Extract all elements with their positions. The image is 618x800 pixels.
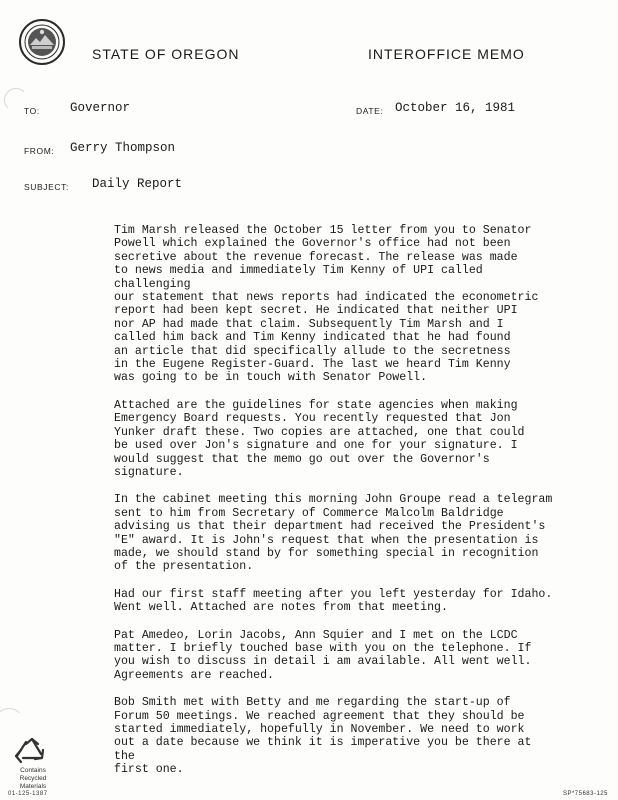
from-label: FROM: bbox=[24, 146, 55, 156]
body-paragraph: Bob Smith met with Betty and me regarding the start-up of Forum 50 meetings. We reached agreement that they should be started immediately, hopefully in November. We need to work out a date because we think it is imperative you be there at the first one. bbox=[114, 696, 532, 777]
recycle-line: Materials bbox=[19, 783, 47, 790]
form-number-right: SP*75683-125 bbox=[562, 791, 608, 797]
recycle-icon bbox=[12, 736, 52, 768]
body-paragraph: Tim Marsh released the October 15 letter from you to Senator Powell which explained the Governor's office had not been secretive about the revenue forecast. The release was made to news media and immediately Tim Kenny of UPI called challenging our statement that news reports had indicated the econometric report had been kept secret. He indicated that neither UPI nor AP had made that claim. Subsequently Tim Marsh and I called him back and Tim Kenny indicated that he had found an article that did specifically allude to the secretness in the Eugene Register-Guard. The last we heard Tim Kenny was going to be in touch with Senator Powell. bbox=[114, 224, 539, 385]
recycle-notice bbox=[8, 767, 58, 791]
memo-body bbox=[114, 224, 554, 791]
subject-label: SUBJECT: bbox=[24, 182, 69, 192]
to-value: Governor bbox=[70, 101, 131, 115]
state-seal-icon bbox=[18, 18, 66, 66]
document-type: INTEROFFICE MEMO bbox=[368, 46, 525, 62]
organization-name: STATE OF OREGON bbox=[92, 46, 240, 62]
to-label: TO: bbox=[24, 106, 40, 116]
body-paragraph: Pat Amedeo, Lorin Jacobs, Ann Squier and I met on the LCDC matter. I briefly touched base with you on the telephone. If you wish to discuss in detail i am available. All went well. Agreements are reached. bbox=[114, 628, 532, 682]
date-label: DATE: bbox=[356, 106, 384, 116]
subject-value: Daily Report bbox=[92, 177, 183, 191]
recycle-line: Contains bbox=[20, 767, 46, 774]
recycle-line: Recycled bbox=[19, 775, 47, 782]
from-value: Gerry Thompson bbox=[70, 141, 176, 155]
form-number-left: 01-125-1387 bbox=[8, 791, 48, 797]
body-paragraph: Had our first staff meeting after you left yesterday for Idaho. Went well. Attached are notes from that meeting. bbox=[114, 587, 553, 615]
body-paragraph: In the cabinet meeting this morning John Groupe read a telegram sent to him from Secretary of Commerce Malcolm Baldridge advising us that their department had received the President's "E" award. It is John's request that when the presentation is made, we should stand by for something special in recognition of the presentation. bbox=[114, 493, 553, 574]
margin-mark bbox=[0, 708, 24, 738]
date-value: October 16, 1981 bbox=[395, 101, 516, 115]
body-paragraph: Attached are the guidelines for state agencies when making Emergency Board requests. You recently requested that Jon Yunker draft these. Two copies are attached, one that could be used over Jon's signature and one for your signature. I would suggest that the memo go out over the Governor's signature. bbox=[114, 398, 525, 479]
